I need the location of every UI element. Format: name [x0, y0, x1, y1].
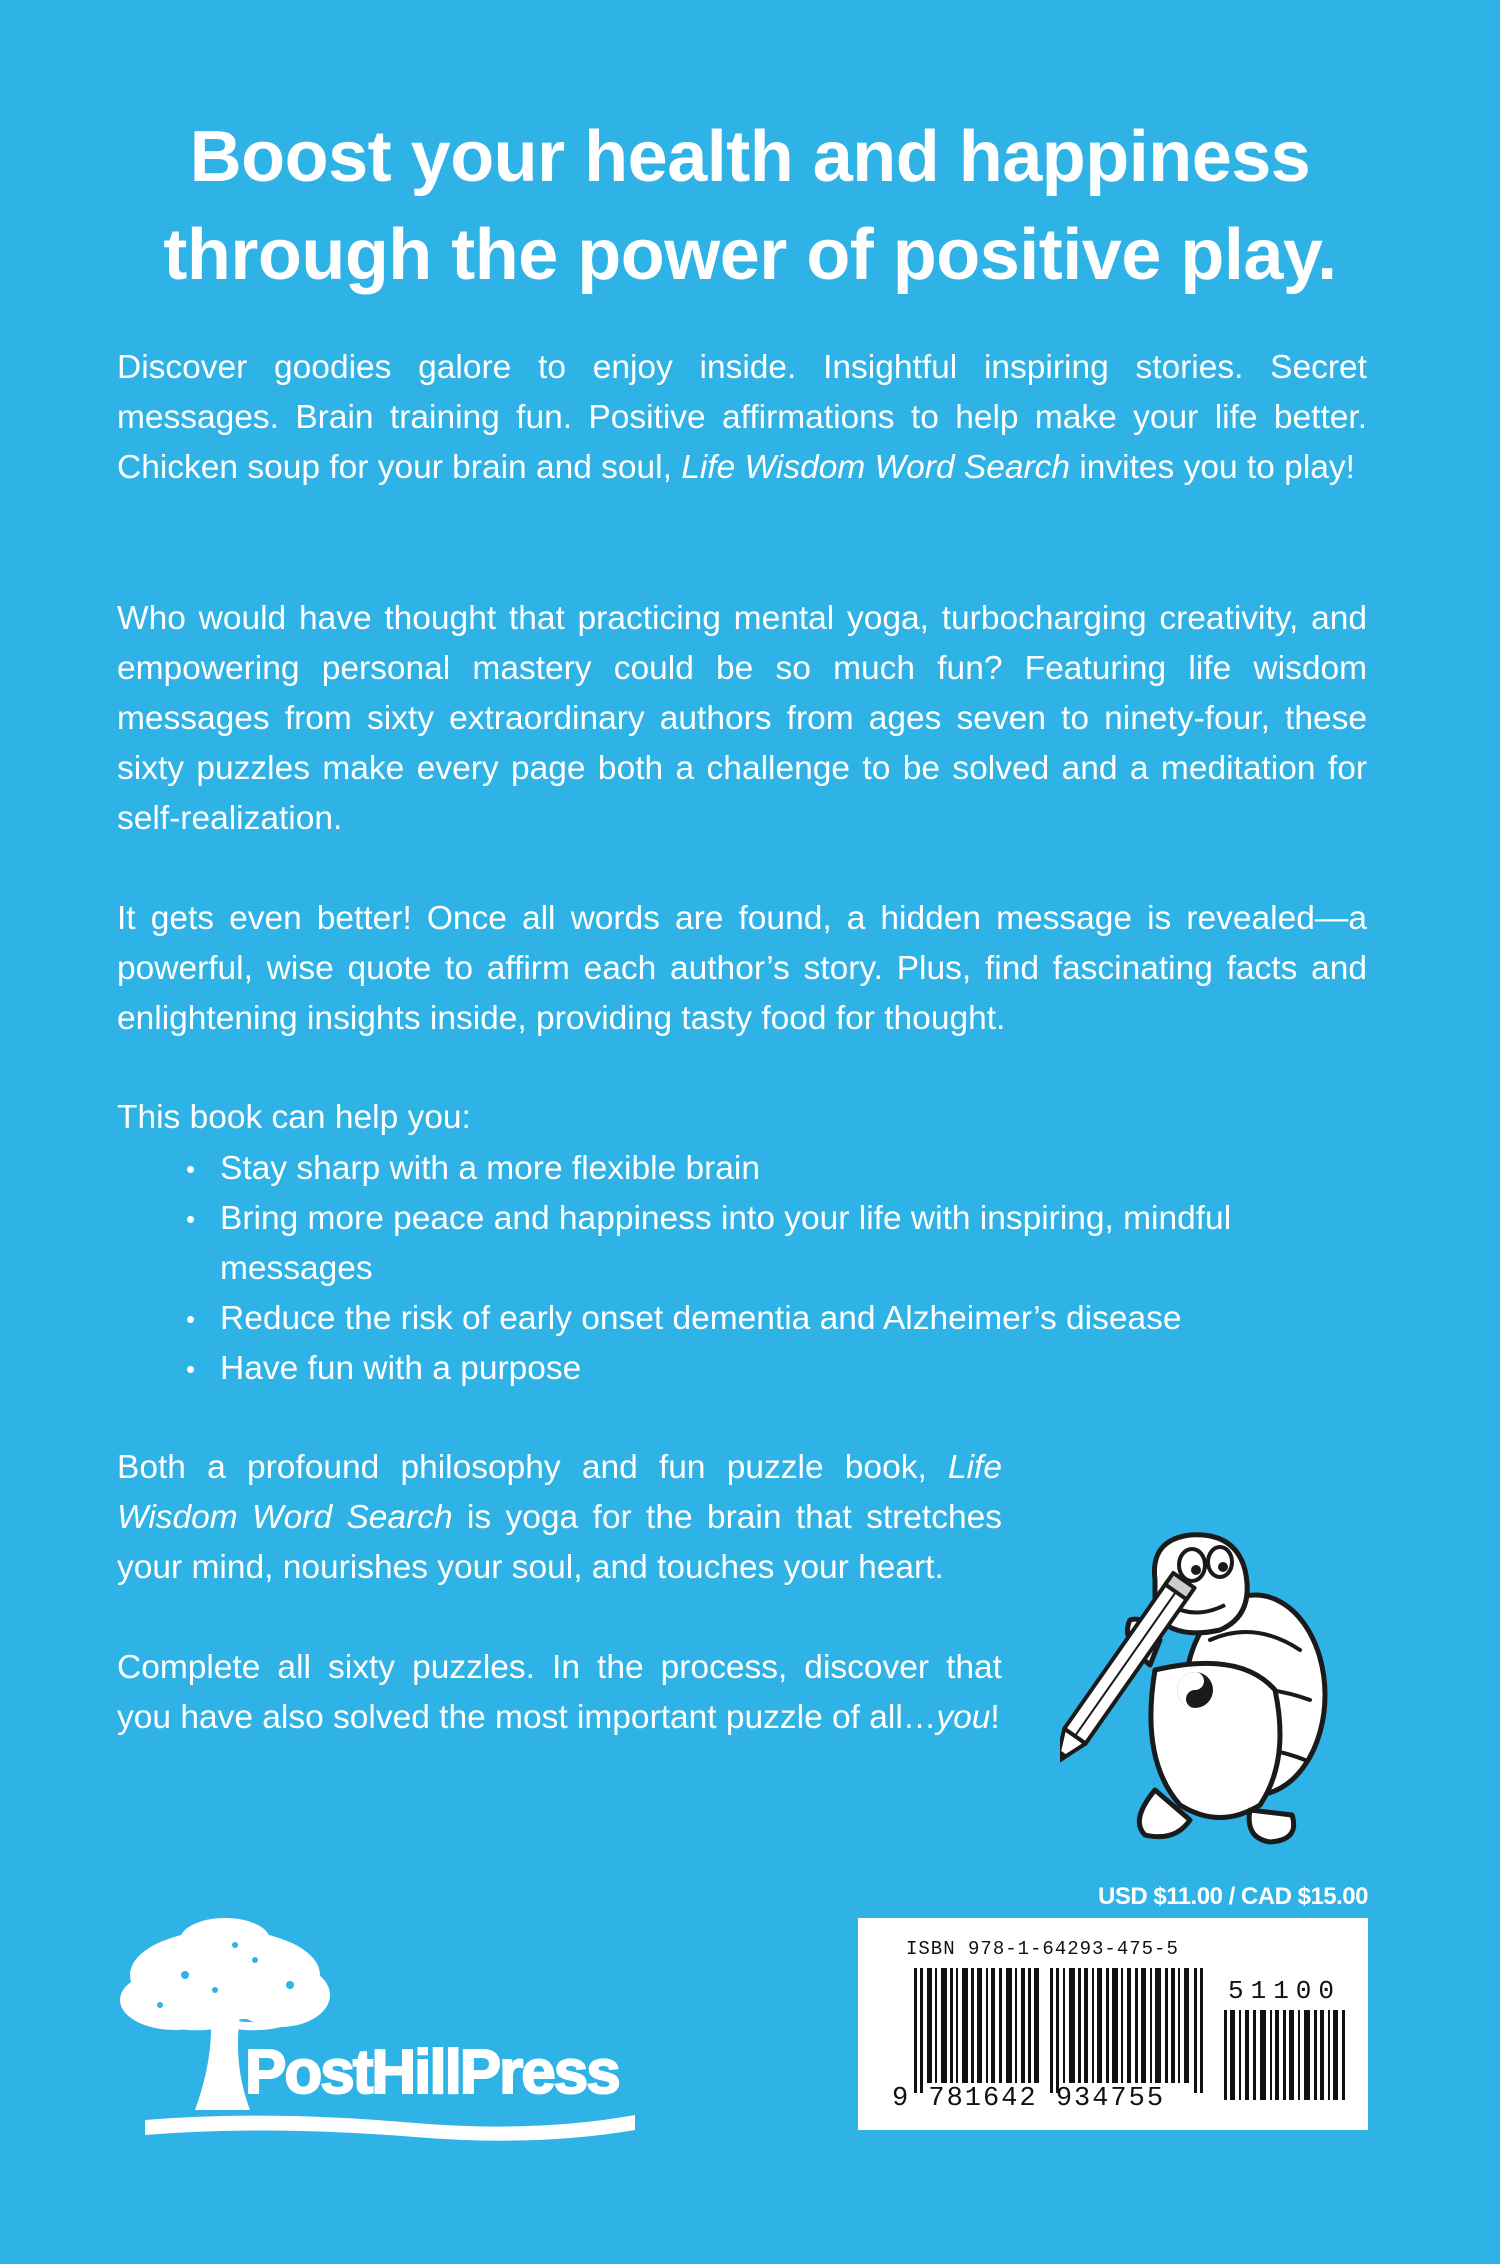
closing-text-a: Complete all sixty puzzles. In the process, discover that you have also solved the most important puzzle of all… [117, 1649, 1002, 1736]
benefit-text: Bring more peace and happiness into your life with inspiring, mindful messages [220, 1200, 1232, 1287]
barcode-digits: 9 781642 934755 [892, 2084, 1166, 2114]
bullet: • [186, 1304, 196, 1334]
list-item [186, 1144, 1286, 1194]
isbn-text: ISBN 978-1-64293-475-5 [906, 1938, 1179, 1960]
benefits-list [186, 1144, 1286, 1394]
price-label: USD $11.00 / CAD $15.00 [1098, 1883, 1368, 1910]
benefit-text: Have fun with a purpose [220, 1350, 582, 1387]
headline-line-1: Boost your health and happiness [189, 117, 1311, 197]
benefit-text: Reduce the risk of early onset dementia and Alzheimer’s disease [220, 1300, 1182, 1337]
headline [90, 108, 1410, 304]
closing-paragraph [117, 1643, 1002, 1743]
list-item [186, 1294, 1286, 1344]
summary-paragraph [117, 1443, 1002, 1593]
isbn-barcode-icon [914, 1968, 1204, 2093]
summary-text-a: Both a profound philosophy and fun puzzle book, [117, 1449, 948, 1486]
benefit-text: Stay sharp with a more flexible brain [220, 1150, 760, 1187]
book-title: Life Wisdom Word Search [681, 449, 1071, 486]
summary-text-b: is yoga for the brain that stretches your mind, nourishes your soul, and touches your heart. [117, 1499, 1002, 1586]
headline-line-2: through the power of positive play. [163, 215, 1337, 295]
bullet: • [186, 1204, 196, 1234]
description-paragraph: Who would have thought that practicing mental yoga, turbocharging creativity, and empowering personal mastery could be so much fun? Featuring life wisdom messages from sixty extraordinary authors from ages seven to ninety-four, these sixty puzzles make every page both a challenge to be solved and a meditation for self-realization. [117, 600, 1367, 837]
price-barcode-icon [1224, 2010, 1350, 2100]
hidden-message-paragraph: It gets even better! Once all words are found, a hidden message is revealed—a powerful, wise quote to affirm each author’s story. Plus, find fascinating facts and enlightening insights inside, providing tasty food for thought. [117, 900, 1367, 1037]
intro-paragraph [117, 343, 1367, 493]
intro-text-b: invites you to play! [1070, 449, 1355, 486]
list-item [186, 1194, 1286, 1294]
help-intro: This book can help you: [117, 1099, 471, 1136]
intro-text-a: Discover goodies galore to enjoy inside. Insightful inspiring stories. Secret messages. Brain training fun. Positive affirmations to help make your life better. Chicken soup for your brain and soul, [117, 349, 1367, 486]
publisher-name: PostHillPress [245, 2038, 619, 2107]
closing-emphasis: you [936, 1699, 991, 1736]
turtle-with-pencil-icon [1060, 1520, 1350, 1850]
book-title: Life Wisdom Word Search [117, 1449, 1002, 1536]
barcode-block [858, 1918, 1368, 2130]
price-code: 51100 [1228, 1976, 1342, 2006]
bullet: • [186, 1354, 196, 1384]
bullet: • [186, 1154, 196, 1184]
closing-text-b: ! [990, 1699, 1000, 1736]
list-item [186, 1344, 1286, 1394]
